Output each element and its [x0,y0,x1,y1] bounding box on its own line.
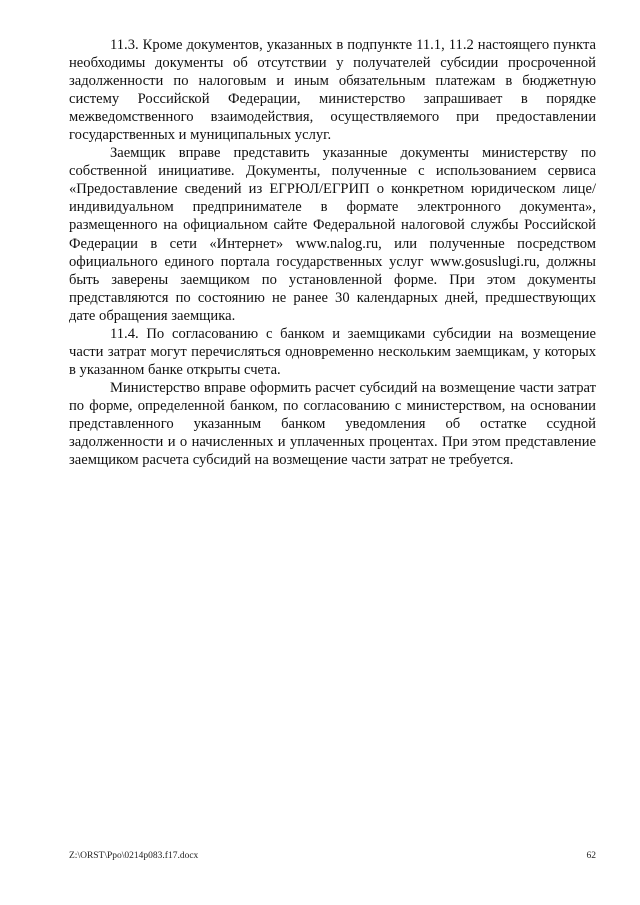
paragraph-11-3: 11.3. Кроме документов, указанных в подпункте 11.1, 11.2 настоящего пункта необходимы документы об отсутствии у получателей субсидии просроченной задолженности по налоговым и иным обязательным платежам в бюджетную систему Российской Федерации, министерство запрашивает в порядке межведомственного взаимодействия, осуществляемого при предоставлении государственных и муниципальных услуг. [69,37,596,144]
document-body [69,36,596,469]
footer-file-path: Z:\ORST\Ppo\0214p083.f17.docx [69,851,199,861]
page-number: 62 [586,851,596,861]
paragraph-11-4: 11.4. По согласованию с банком и заемщиками субсидии на возмещение части затрат могут перечисляться одновременно нескольким заемщикам, у которых в указанном банке открыты счета. [69,325,596,378]
paragraph-ministry-calculation: Министерство вправе оформить расчет субсидий на возмещение части затрат по форме, определенной банком, по согласованию с министерством, на основании представленного указанным банком уведомления об остатке ссудной задолженности и о начисленных и уплаченных процентах. При этом представление заемщиком расчета субсидий на возмещение части затрат не требуется. [69,379,596,469]
paragraph-borrower-documents: Заемщик вправе представить указанные документы министерству по собственной инициативе. Документы, полученные с использованием сервиса «Предоставление сведений из ЕГРЮЛ/ЕГРИП о конкретном юридическом лице/индивидуальном предпринимателе в формате электронного документа», размещенного на официальном сайте Федеральной налоговой службы Российской Федерации в сети «Интернет» www.nalog.ru, или полученные посредством официального единого портала государственных услуг www.gosuslugi.ru, должны быть заверены заемщиком по установленной форме. При этом документы представляются по состоянию не ранее 30 календарных дней, предшествующих дате обращения заемщика. [69,145,596,324]
